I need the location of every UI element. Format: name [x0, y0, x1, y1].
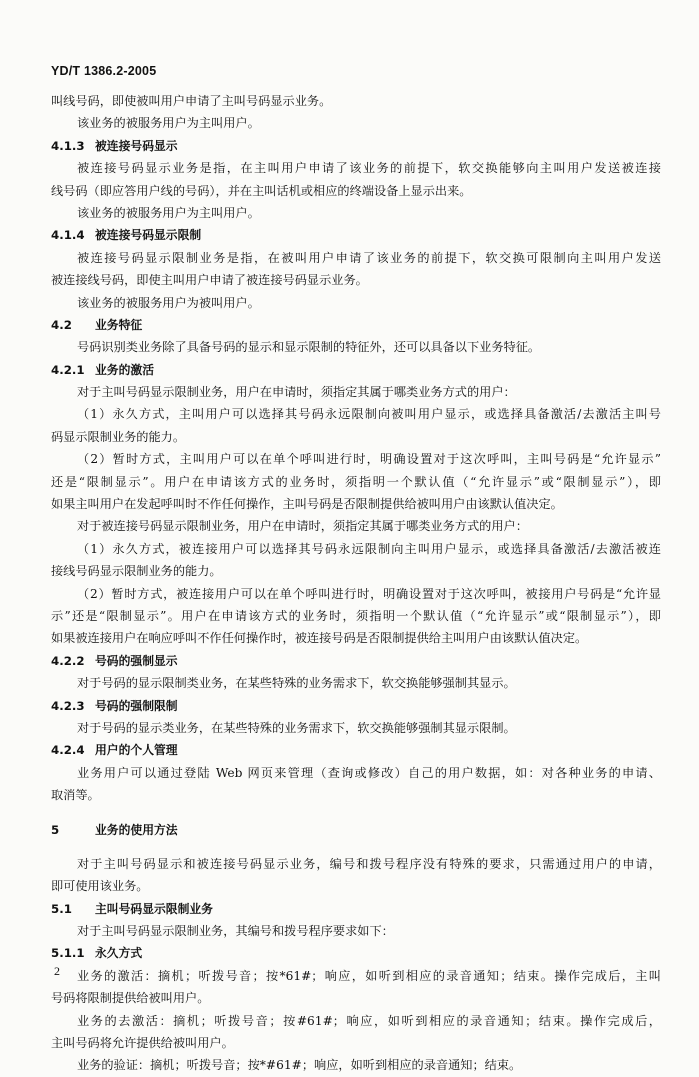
text-line: 对于主叫号码显示限制业务，用户在申请时，须指定其属于哪类业务方式的用户：	[77, 385, 516, 400]
text-line: 叫线号码，即使被叫用户申请了主叫号码显示业务。	[51, 94, 332, 108]
text-line: 如果被连接用户在响应呼叫不作任何操作时，被连接号码是否限制提供给主叫用户由该默认值决定。	[51, 631, 588, 646]
text-line: 对于号码的显示类业务，在某些特殊的业务需求下，软交换能够强制其显示限制。	[77, 720, 516, 735]
text-line: 该业务的被服务用户为被叫用户。	[77, 295, 260, 310]
section-heading	[51, 314, 661, 336]
text-line: （1）永久方式，主叫用户可以选择其号码永远限制向被叫用户显示，或选择具备激活/去激活主叫号	[77, 407, 661, 422]
section-number: 4.2.3	[51, 698, 85, 713]
text-line: 对于主叫号码显示限制业务，其编号和拨号程序要求如下：	[77, 924, 394, 939]
text-line: 被连接线号码，即使主叫用户申请了被连接号码显示业务。	[51, 273, 368, 288]
text-line: 即可使用该业务。	[51, 879, 149, 894]
section-heading	[51, 650, 661, 672]
text-line: 业务的去激活：摘机；听拨号音；按#61#；响应，如听到相应的录音通知；结束。操作完成后，	[77, 1013, 661, 1028]
text-line: 取消等。	[51, 788, 100, 803]
text-line: 该业务的被服务用户为主叫用户。	[77, 205, 260, 220]
section-title: 号码的强制显示	[95, 653, 178, 668]
text-line: 号码识别类业务除了具备号码的显示和显示限制的特征外，还可以具备以下业务特征。	[77, 340, 541, 355]
text-line: 接线号码显示限制业务的能力。	[51, 564, 222, 579]
section-heading	[51, 224, 661, 246]
section-title: 业务特征	[95, 317, 143, 332]
section-number: 5.1.1	[51, 946, 85, 961]
text-line: 该业务的被服务用户为主叫用户。	[77, 116, 260, 131]
section-title: 用户的个人管理	[95, 743, 178, 758]
text-line: （1）永久方式，被连接用户可以选择其号码永远限制向主叫用户显示，或选择具备激活/去激活被连	[77, 541, 661, 556]
standard-header: YD/T 1386.2-2005	[51, 64, 157, 78]
text-line: 如果主叫用户在发起呼叫时不作任何操作，主叫号码是否限制提供给被叫用户由该默认值决定。	[51, 497, 563, 512]
text-line: 对于号码的显示限制类业务，在某些特殊的业务需求下，软交换能够强制其显示。	[77, 676, 516, 691]
spacer	[51, 841, 661, 853]
text-line: 对于主叫号码显示和被连接号码显示业务，编号和拨号程序没有特殊的要求，只需通过用户的申请，	[77, 856, 661, 871]
section-title: 被连接号码显示限制	[95, 228, 202, 243]
text-line: 号码将限制提供给被叫用户。	[51, 991, 210, 1006]
section-heading	[51, 942, 661, 964]
body-text	[51, 90, 661, 1077]
text-line: 码显示限制业务的能力。	[51, 429, 186, 444]
text-line: 对于被连接号码显示限制业务，用户在申请时，须指定其属于哪类业务方式的用户：	[77, 519, 528, 534]
text-line: 业务的验证：摘机；听拨号音；按*#61#；响应，如听到相应的录音通知；结束。	[77, 1058, 522, 1073]
text-line: 被连接号码显示业务是指，在主叫用户申请了该业务的前提下，软交换能够向主叫用户发送被连接	[77, 161, 661, 176]
section-number: 4.1.3	[51, 138, 85, 153]
text-line: 被连接号码显示限制业务是指，在被叫用户申请了该业务的前提下，软交换可限制向主叫用户发送	[77, 250, 661, 265]
section-number: 4.2.4	[51, 743, 85, 758]
section-title: 永久方式	[95, 946, 143, 961]
section-number: 5	[51, 822, 60, 837]
section-heading	[51, 819, 661, 841]
text-line: 业务用户可以通过登陆 Web 网页来管理（查询或修改）自己的用户数据，如：对各种业务的申请、	[77, 765, 661, 780]
section-heading	[51, 695, 661, 717]
text-line: 线号码（即应答用户线的号码），并在主叫话机或相应的终端设备上显示出来。	[51, 183, 472, 198]
section-heading	[51, 898, 661, 920]
text-line: 示”还是“限制显示”。用户在申请该方式的业务时，须指明一个默认值（“允许显示”或“限制显示”），即	[51, 608, 661, 623]
section-title: 主叫号码显示限制业务	[95, 901, 213, 916]
section-title: 业务的激活	[95, 362, 154, 377]
section-heading	[51, 359, 661, 381]
section-number: 4.2.1	[51, 362, 85, 377]
section-number: 4.2.2	[51, 653, 85, 668]
section-number: 5.1	[51, 901, 72, 916]
text-line: （2）暂时方式，被连接用户可以在单个呼叫进行时，明确设置对于这次呼叫，被接用户号码是“允许显	[77, 586, 661, 601]
section-title: 号码的强制限制	[95, 698, 178, 713]
text-line: （2）暂时方式，主叫用户可以在单个呼叫进行时，明确设置对于这次呼叫，主叫号码是“允许显示”	[77, 452, 661, 467]
section-heading	[51, 135, 661, 157]
spacer	[51, 807, 661, 819]
section-title: 被连接号码显示	[95, 138, 178, 153]
text-line: 还是“限制显示”。用户在申请该方式的业务时，须指明一个默认值（“允许显示”或“限制显示”），即	[51, 474, 661, 489]
section-number: 4.2	[51, 317, 72, 332]
text-line: 主叫号码将允许提供给被叫用户。	[51, 1036, 234, 1051]
section-number: 4.1.4	[51, 228, 85, 243]
page-number: 2	[54, 964, 60, 978]
text-line: 业务的激活：摘机；听拨号音；按*61#；响应，如听到相应的录音通知；结束。操作完成后，主叫	[77, 968, 661, 983]
section-heading	[51, 739, 661, 761]
section-title: 业务的使用方法	[95, 822, 178, 837]
